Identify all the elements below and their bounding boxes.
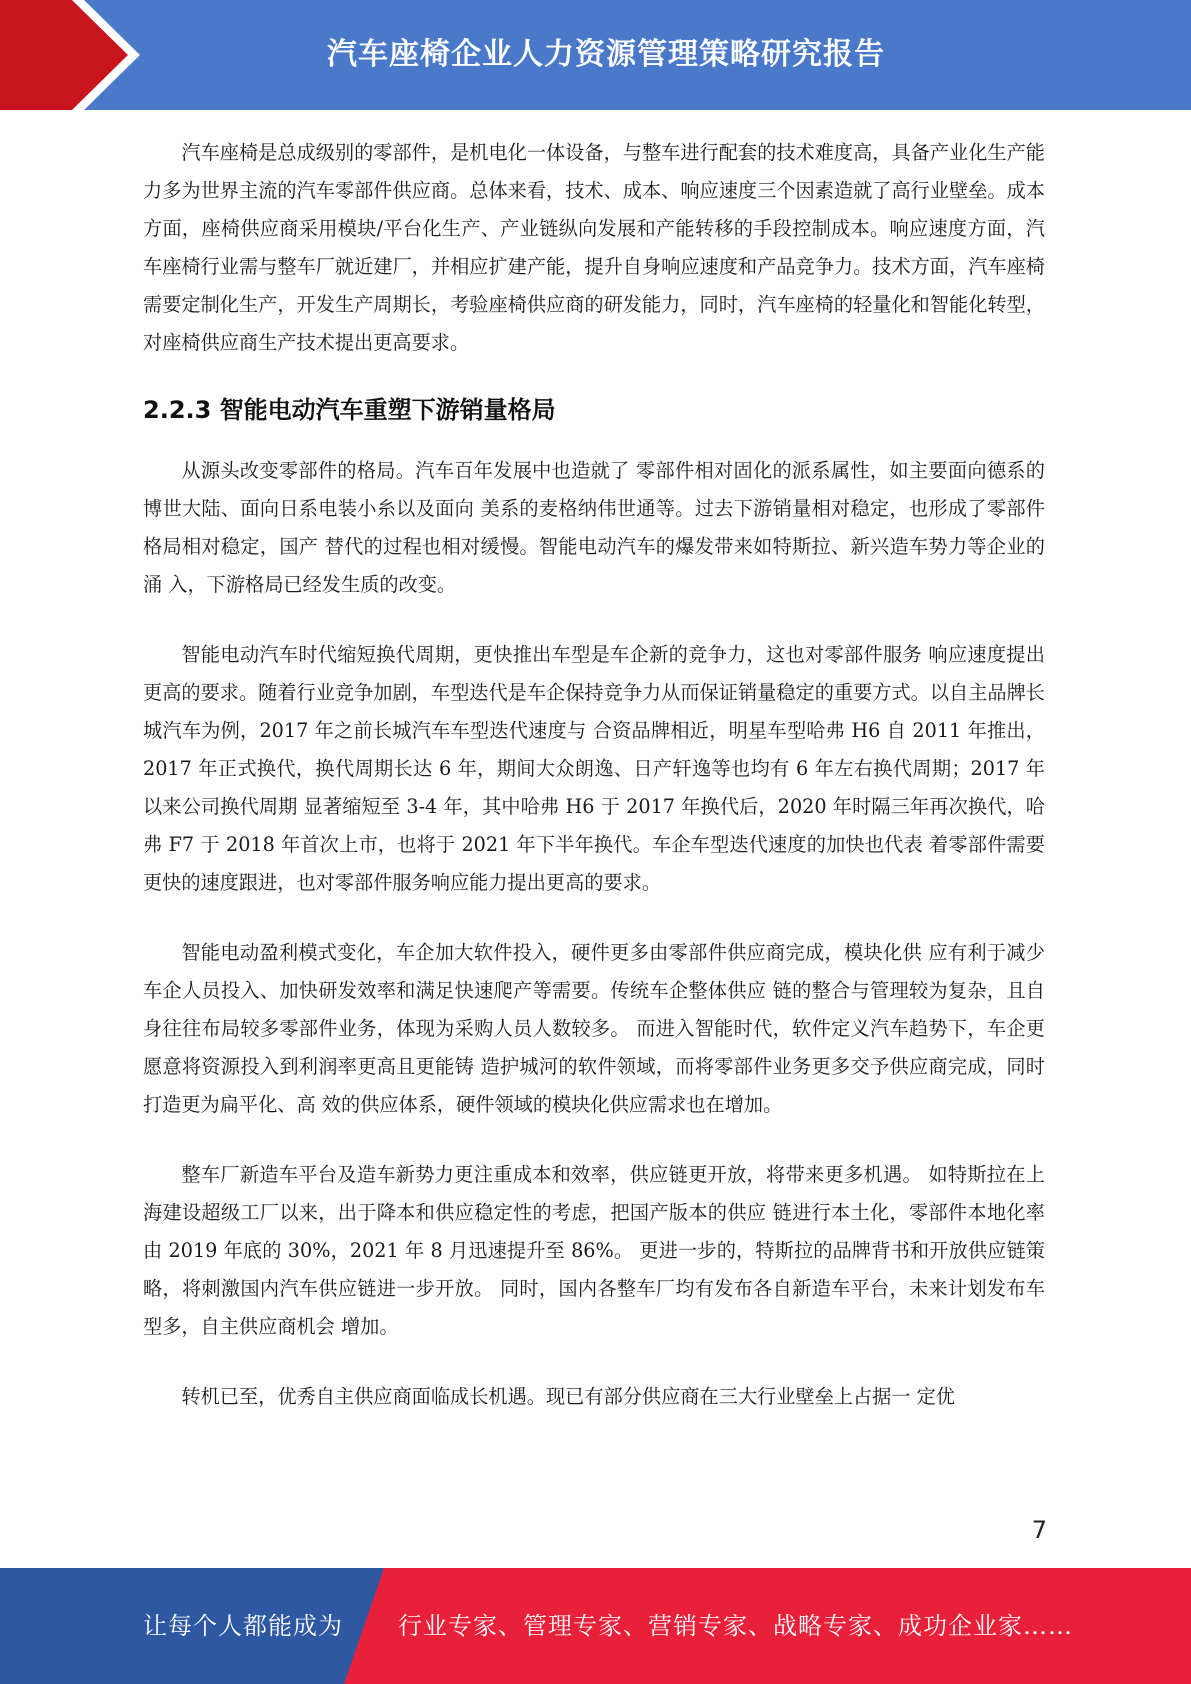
- footer-slogan-left: 让每个人都能成为: [143, 1612, 343, 1640]
- document-body: [143, 134, 1045, 1416]
- report-title: 汽车座椅企业人力资源管理策略研究报告: [327, 37, 885, 72]
- page-footer: [0, 1568, 1191, 1684]
- paragraph: 转机已至，优秀自主供应商面临成长机遇。现已有部分供应商在三大行业壁垒上占据一 定优: [181, 1385, 955, 1408]
- footer-slogan-right: 行业专家、管理专家、营销专家、战略专家、成功企业家……: [398, 1612, 1073, 1640]
- paragraph: 整车厂新造车平台及造车新势力更注重成本和效率，供应链更开放，将带来更多机遇。 如特斯拉在上海建设超级工厂以来，出于降本和供应稳定性的考虑，把国产版本的供应 链进行本土化，零部件本地化率由 2019 年底的 30%，2021 年 8 月迅速提升至 86%。 更进一步的，特斯拉的品牌背书和开放供应链策略，将刺激国内汽车供应链进一步开放。 同时，国内各整车厂均有发布各自新造车平台，未来计划发布车型多，自主供应商机会 增加。: [143, 1163, 1045, 1338]
- paragraph: 智能电动汽车时代缩短换代周期，更快推出车型是车企新的竞争力，这也对零部件服务 响应速度提出更高的要求。随着行业竞争加剧，车型迭代是车企保持竞争力从而保证销量稳定的重要方式。以自主品牌长城汽车为例，2017 年之前长城汽车车型迭代速度与 合资品牌相近，明星车型哈弗 H6 自 2011 年推出，2017 年正式换代，换代周期长达 6 年，期间大众朗逸、日产轩逸等也均有 6 年左右换代周期；2017 年以来公司换代周期 显著缩短至 3-4 年，其中哈弗 H6 于 2017 年换代后，2020 年时隔三年再次换代，哈弗 F7 于 2018 年首次上市，也将于 2021 年下半年换代。车企车型迭代速度的加快也代表 着零部件需要更快的速度跟进，也对零部件服务响应能力提出更高的要求。: [143, 643, 1045, 894]
- page-header: [0, 0, 1191, 110]
- paragraph: 从源头改变零部件的格局。汽车百年发展中也造就了 零部件相对固化的派系属性，如主要面向德系的博世大陆、面向日系电装小糸以及面向 美系的麦格纳伟世通等。过去下游销量相对稳定，也形成了零部件格局相对稳定，国产 替代的过程也相对缓慢。智能电动汽车的爆发带来如特斯拉、新兴造车势力等企业的涌 入，下游格局已经发生质的改变。: [143, 459, 1045, 596]
- page-number: 7: [1031, 1516, 1047, 1544]
- paragraph: 汽车座椅是总成级别的零部件，是机电化一体设备，与整车进行配套的技术难度高，具备产业化生产能力多为世界主流的汽车零部件供应商。总体来看，技术、成本、响应速度三个因素造就了高行业壁垒。成本方面，座椅供应商采用模块/平台化生产、产业链纵向发展和产能转移的手段控制成本。响应速度方面，汽车座椅行业需与整车厂就近建厂，并相应扩建产能，提升自身响应速度和产品竞争力。技术方面，汽车座椅需要定制化生产，开发生产周期长，考验座椅供应商的研发能力，同时，汽车座椅的轻量化和智能化转型，对座椅供应商生产技术提出更高要求。: [143, 141, 1045, 354]
- section-heading: 2.2.3 智能电动汽车重塑下游销量格局: [143, 396, 556, 424]
- header-arrow-decoration: [0, 0, 150, 110]
- paragraph: 智能电动盈利模式变化，车企加大软件投入，硬件更多由零部件供应商完成，模块化供 应有利于减少车企人员投入、加快研发效率和满足快速爬产等需要。传统车企整体供应 链的整合与管理较为复杂，且自身往往布局较多零部件业务，体现为采购人员人数较多。 而进入智能时代，软件定义汽车趋势下，车企更愿意将资源投入到利润率更高且更能铸 造护城河的软件领域，而将零部件业务更多交予供应商完成，同时打造更为扁平化、高 效的供应体系，硬件领域的模块化供应需求也在增加。: [143, 941, 1045, 1116]
